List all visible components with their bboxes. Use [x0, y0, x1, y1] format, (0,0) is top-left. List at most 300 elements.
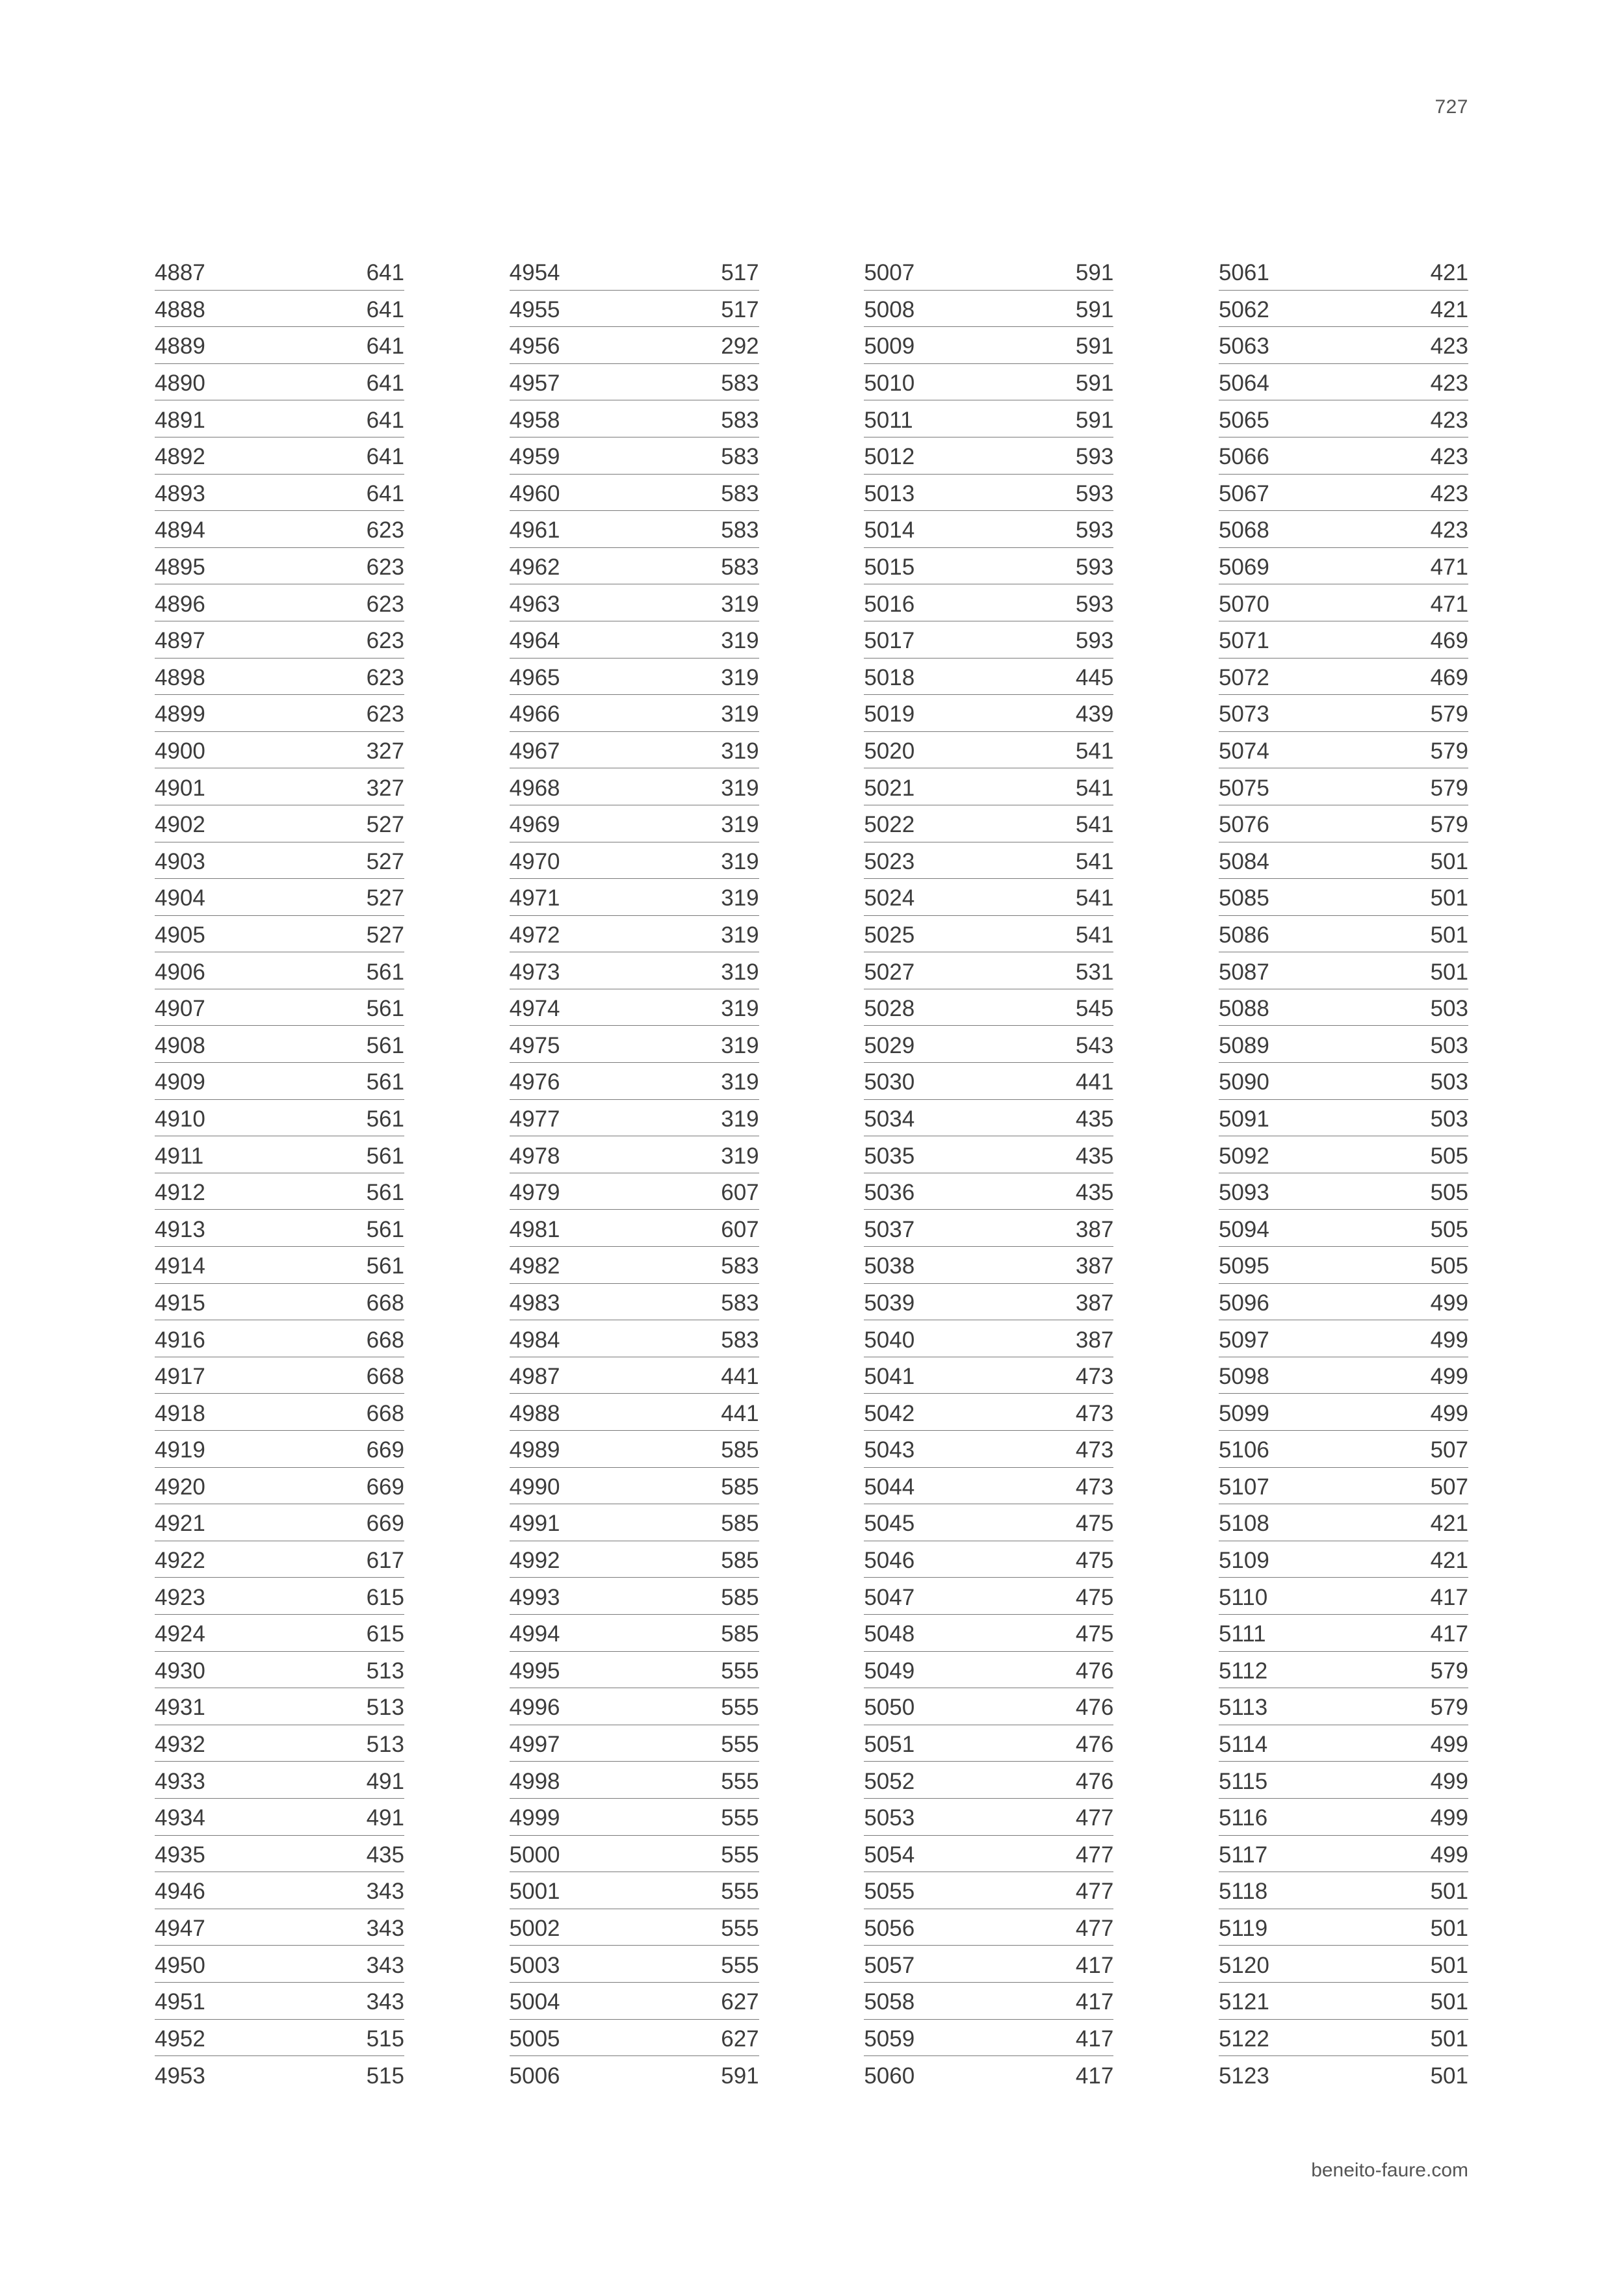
index-row: [155, 1431, 404, 1468]
index-row: [864, 1173, 1113, 1210]
page-reference: 503: [1430, 1106, 1468, 1132]
index-row: [864, 732, 1113, 769]
index-row: [864, 327, 1113, 364]
reference-code: 4888: [155, 296, 205, 322]
page-reference: 591: [1075, 296, 1114, 322]
reference-code: 5092: [1218, 1143, 1269, 1169]
index-row: [1219, 1357, 1468, 1394]
reference-code: 5050: [864, 1695, 915, 1721]
index-row: [510, 400, 759, 437]
index-row: [155, 768, 404, 805]
reference-code: 5040: [864, 1327, 915, 1353]
reference-code: 4921: [155, 1511, 205, 1537]
index-row: [864, 1872, 1113, 1909]
index-row: [1219, 768, 1468, 805]
index-table: [155, 254, 1468, 2093]
index-row: [1219, 1909, 1468, 1946]
reference-code: 4910: [155, 1106, 205, 1132]
index-row: [864, 1026, 1113, 1063]
index-row: [1219, 327, 1468, 364]
reference-code: 4895: [155, 554, 205, 581]
index-row: [864, 1983, 1113, 2020]
index-row: [510, 1541, 759, 1578]
page-reference: 593: [1075, 554, 1114, 581]
page-reference: 421: [1430, 296, 1468, 322]
page-reference: 423: [1430, 517, 1468, 543]
reference-code: 5014: [864, 517, 915, 543]
reference-code: 5071: [1218, 628, 1269, 654]
page-reference: 641: [366, 407, 404, 433]
index-row: [155, 291, 404, 328]
reference-code: 5015: [864, 554, 915, 581]
index-row: [155, 732, 404, 769]
reference-code: 4892: [155, 444, 205, 470]
index-row: [510, 805, 759, 842]
index-row: [510, 1799, 759, 1836]
reference-code: 5006: [509, 2063, 560, 2089]
reference-code: 4904: [155, 885, 205, 911]
reference-code: 4891: [155, 407, 205, 433]
reference-code: 4902: [155, 812, 205, 838]
page-reference: 583: [721, 554, 759, 581]
index-row: [155, 584, 404, 621]
reference-code: 5074: [1218, 738, 1269, 764]
page-reference: 421: [1430, 1548, 1468, 1574]
reference-code: 4923: [155, 1584, 205, 1610]
page-reference: 445: [1075, 664, 1114, 690]
index-row: [510, 1357, 759, 1394]
index-row: [155, 1836, 404, 1873]
index-row: [1219, 916, 1468, 953]
reference-code: 5048: [864, 1621, 915, 1647]
page-reference: 591: [1075, 371, 1114, 397]
reference-code: 5116: [1218, 1805, 1268, 1831]
page-reference: 669: [366, 1474, 404, 1500]
index-row: [510, 1836, 759, 1873]
reference-code: 4932: [155, 1732, 205, 1758]
index-row: [864, 879, 1113, 916]
page-reference: 623: [366, 701, 404, 727]
index-row: [1219, 1836, 1468, 1873]
reference-code: 5091: [1218, 1106, 1269, 1132]
reference-code: 5117: [1218, 1842, 1268, 1868]
page-reference: 517: [721, 260, 759, 286]
page-reference: 501: [1430, 1916, 1468, 1942]
index-row: [155, 1946, 404, 1983]
index-row: [155, 327, 404, 364]
page-reference: 387: [1075, 1216, 1114, 1242]
reference-code: 5024: [864, 885, 915, 911]
reference-code: 4950: [155, 1952, 205, 1978]
reference-code: 4954: [509, 260, 560, 286]
index-row: [510, 916, 759, 953]
reference-code: 4907: [155, 996, 205, 1022]
page-reference: 319: [721, 1069, 759, 1095]
index-row: [155, 1762, 404, 1799]
reference-code: 5030: [864, 1069, 915, 1095]
reference-code: 4955: [509, 296, 560, 322]
page-reference: 501: [1430, 1952, 1468, 1978]
reference-code: 4935: [155, 1842, 205, 1868]
reference-code: 5109: [1218, 1548, 1269, 1574]
page-reference: 499: [1430, 1327, 1468, 1353]
index-row: [864, 1357, 1113, 1394]
page-reference: 593: [1075, 517, 1114, 543]
index-row: [155, 916, 404, 953]
index-row: [510, 768, 759, 805]
index-row: [155, 879, 404, 916]
page-reference: 417: [1075, 1952, 1114, 1978]
reference-code: 5073: [1218, 701, 1269, 727]
index-row: [510, 1504, 759, 1541]
reference-code: 5046: [864, 1548, 915, 1574]
reference-code: 5088: [1218, 996, 1269, 1022]
reference-code: 5019: [864, 701, 915, 727]
reference-code: 4914: [155, 1253, 205, 1279]
index-row: [155, 1578, 404, 1615]
index-row: [864, 1799, 1113, 1836]
index-row: [864, 400, 1113, 437]
index-row: [1219, 1100, 1468, 1137]
reference-code: 5123: [1218, 2063, 1269, 2089]
reference-code: 5002: [509, 1916, 560, 1942]
reference-code: 5115: [1218, 1768, 1268, 1794]
page-reference: 579: [1430, 1695, 1468, 1721]
reference-code: 4981: [509, 1216, 560, 1242]
index-row: [864, 842, 1113, 880]
index-row: [864, 1578, 1113, 1615]
index-row: [864, 475, 1113, 512]
reference-code: 4893: [155, 480, 205, 506]
reference-code: 4963: [509, 591, 560, 617]
page-reference: 593: [1075, 591, 1114, 617]
page-reference: 527: [366, 922, 404, 948]
page-reference: 641: [366, 371, 404, 397]
page-reference: 561: [366, 1032, 404, 1058]
page-reference: 591: [1075, 260, 1114, 286]
reference-code: 4951: [155, 1989, 205, 2015]
index-row: [864, 1725, 1113, 1762]
index-row: [864, 437, 1113, 475]
page-reference: 641: [366, 333, 404, 359]
index-row: [155, 1247, 404, 1284]
index-row: [1219, 659, 1468, 696]
reference-code: 5110: [1218, 1584, 1268, 1610]
page-reference: 417: [1430, 1621, 1468, 1647]
reference-code: 5099: [1218, 1400, 1269, 1426]
reference-code: 5009: [864, 333, 915, 359]
page-reference: 527: [366, 848, 404, 874]
page-reference: 441: [1075, 1069, 1114, 1095]
page-reference: 503: [1430, 1069, 1468, 1095]
reference-code: 5089: [1218, 1032, 1269, 1058]
index-row: [1219, 695, 1468, 732]
index-row: [510, 1173, 759, 1210]
reference-code: 5037: [864, 1216, 915, 1242]
reference-code: 5007: [864, 260, 915, 286]
index-row: [155, 437, 404, 475]
page-reference: 593: [1075, 628, 1114, 654]
page-reference: 561: [366, 996, 404, 1022]
reference-code: 5029: [864, 1032, 915, 1058]
page-reference: 555: [721, 1768, 759, 1794]
reference-code: 5010: [864, 371, 915, 397]
reference-code: 4952: [155, 2026, 205, 2052]
index-row: [155, 1173, 404, 1210]
index-row: [1219, 952, 1468, 989]
reference-code: 4977: [509, 1106, 560, 1132]
page-reference: 417: [1075, 2026, 1114, 2052]
index-column-3: [864, 254, 1113, 2093]
reference-code: 5023: [864, 848, 915, 874]
reference-code: 5068: [1218, 517, 1269, 543]
page-reference: 669: [366, 1437, 404, 1463]
page-reference: 501: [1430, 848, 1468, 874]
index-row: [155, 254, 404, 291]
page-reference: 476: [1075, 1768, 1114, 1794]
reference-code: 5094: [1218, 1216, 1269, 1242]
reference-code: 4890: [155, 371, 205, 397]
reference-code: 5057: [864, 1952, 915, 1978]
index-row: [1219, 1872, 1468, 1909]
reference-code: 4983: [509, 1290, 560, 1316]
reference-code: 5114: [1218, 1732, 1268, 1758]
reference-code: 4908: [155, 1032, 205, 1058]
index-row: [510, 584, 759, 621]
index-row: [510, 1983, 759, 2020]
page-reference: 501: [1430, 922, 1468, 948]
reference-code: 4924: [155, 1621, 205, 1647]
page-reference: 555: [721, 1916, 759, 1942]
index-row: [1219, 1173, 1468, 1210]
index-row: [510, 1762, 759, 1799]
reference-code: 5021: [864, 775, 915, 801]
reference-code: 5042: [864, 1400, 915, 1426]
page-reference: 499: [1430, 1400, 1468, 1426]
index-row: [1219, 1688, 1468, 1725]
index-row: [1219, 254, 1468, 291]
reference-code: 5063: [1218, 333, 1269, 359]
page-reference: 501: [1430, 2063, 1468, 2089]
page-number: 727: [1435, 96, 1468, 118]
reference-code: 4919: [155, 1437, 205, 1463]
reference-code: 5119: [1218, 1916, 1268, 1942]
page-reference: 591: [1075, 333, 1114, 359]
page-reference: 583: [721, 517, 759, 543]
page-reference: 319: [721, 885, 759, 911]
reference-code: 4894: [155, 517, 205, 543]
index-row: [1219, 1725, 1468, 1762]
page-reference: 501: [1430, 885, 1468, 911]
page-reference: 583: [721, 480, 759, 506]
index-row: [864, 805, 1113, 842]
index-row: [155, 659, 404, 696]
page-reference: 555: [721, 1952, 759, 1978]
index-row: [864, 1284, 1113, 1321]
reference-code: 5013: [864, 480, 915, 506]
reference-code: 5070: [1218, 591, 1269, 617]
page-reference: 583: [721, 1253, 759, 1279]
index-row: [1219, 2056, 1468, 2093]
page-reference: 579: [1430, 812, 1468, 838]
page-reference: 545: [1075, 996, 1114, 1022]
index-row: [864, 1136, 1113, 1173]
page-reference: 503: [1430, 996, 1468, 1022]
reference-code: 5051: [864, 1732, 915, 1758]
page-reference: 607: [721, 1180, 759, 1206]
page-reference: 513: [366, 1658, 404, 1684]
index-row: [1219, 1983, 1468, 2020]
index-column-2: [510, 254, 759, 2093]
page-reference: 319: [721, 959, 759, 985]
reference-code: 5090: [1218, 1069, 1269, 1095]
page-reference: 475: [1075, 1621, 1114, 1647]
page-reference: 319: [721, 701, 759, 727]
page-reference: 541: [1075, 848, 1114, 874]
index-row: [155, 511, 404, 548]
index-row: [864, 916, 1113, 953]
index-row: [1219, 1284, 1468, 1321]
index-row: [155, 1026, 404, 1063]
page-reference: 435: [1075, 1180, 1114, 1206]
page-reference: 555: [721, 1732, 759, 1758]
reference-code: 5001: [509, 1879, 560, 1905]
page-reference: 469: [1430, 628, 1468, 654]
index-row: [864, 1210, 1113, 1247]
page-reference: 561: [366, 1106, 404, 1132]
index-row: [864, 584, 1113, 621]
page-reference: 623: [366, 554, 404, 581]
reference-code: 4965: [509, 664, 560, 690]
reference-code: 5121: [1218, 1989, 1269, 2015]
index-row: [864, 1100, 1113, 1137]
page-reference: 583: [721, 371, 759, 397]
reference-code: 5034: [864, 1106, 915, 1132]
reference-code: 4958: [509, 407, 560, 433]
page-reference: 507: [1430, 1474, 1468, 1500]
index-row: [864, 2020, 1113, 2057]
index-row: [510, 327, 759, 364]
reference-code: 5065: [1218, 407, 1269, 433]
page-reference: 435: [1075, 1143, 1114, 1169]
reference-code: 4996: [509, 1695, 560, 1721]
reference-code: 5075: [1218, 775, 1269, 801]
reference-code: 4962: [509, 554, 560, 581]
page-reference: 627: [721, 1989, 759, 2015]
reference-code: 5056: [864, 1916, 915, 1942]
reference-code: 4930: [155, 1658, 205, 1684]
index-row: [864, 989, 1113, 1026]
page-reference: 541: [1075, 922, 1114, 948]
page-reference: 499: [1430, 1768, 1468, 1794]
reference-code: 5053: [864, 1805, 915, 1831]
page-reference: 343: [366, 1879, 404, 1905]
index-row: [864, 768, 1113, 805]
page-reference: 591: [1075, 407, 1114, 433]
page-reference: 585: [721, 1511, 759, 1537]
reference-code: 5093: [1218, 1180, 1269, 1206]
index-row: [1219, 1431, 1468, 1468]
index-row: [155, 805, 404, 842]
index-row: [155, 1983, 404, 2020]
index-row: [510, 1136, 759, 1173]
reference-code: 5011: [864, 407, 913, 433]
reference-code: 4997: [509, 1732, 560, 1758]
page-reference: 475: [1075, 1548, 1114, 1574]
reference-code: 4934: [155, 1805, 205, 1831]
reference-code: 4966: [509, 701, 560, 727]
page-reference: 617: [366, 1548, 404, 1574]
page-reference: 477: [1075, 1879, 1114, 1905]
reference-code: 4898: [155, 664, 205, 690]
index-row: [1219, 1320, 1468, 1357]
index-row: [1219, 1615, 1468, 1652]
reference-code: 5112: [1218, 1658, 1268, 1684]
page-reference: 319: [721, 812, 759, 838]
page-reference: 319: [721, 1143, 759, 1169]
reference-code: 5060: [864, 2063, 915, 2089]
reference-code: 4999: [509, 1805, 560, 1831]
reference-code: 5061: [1218, 260, 1269, 286]
index-row: [155, 1468, 404, 1505]
page-reference: 423: [1430, 444, 1468, 470]
reference-code: 4988: [509, 1400, 560, 1426]
index-row: [510, 1872, 759, 1909]
page-reference: 555: [721, 1695, 759, 1721]
reference-code: 5067: [1218, 480, 1269, 506]
reference-code: 5055: [864, 1879, 915, 1905]
page-reference: 531: [1075, 959, 1114, 985]
reference-code: 4956: [509, 333, 560, 359]
page-reference: 543: [1075, 1032, 1114, 1058]
index-row: [1219, 1026, 1468, 1063]
reference-code: 5027: [864, 959, 915, 985]
reference-code: 4982: [509, 1253, 560, 1279]
reference-code: 5076: [1218, 812, 1269, 838]
index-row: [155, 1136, 404, 1173]
page-reference: 585: [721, 1437, 759, 1463]
page-reference: 499: [1430, 1364, 1468, 1390]
page-reference: 319: [721, 775, 759, 801]
reference-code: 5017: [864, 628, 915, 654]
page-reference: 623: [366, 664, 404, 690]
index-row: [864, 254, 1113, 291]
index-row: [510, 1725, 759, 1762]
reference-code: 4984: [509, 1327, 560, 1353]
page-reference: 585: [721, 1474, 759, 1500]
index-row: [510, 1652, 759, 1689]
index-row: [510, 732, 759, 769]
index-row: [155, 1504, 404, 1541]
page-reference: 491: [366, 1805, 404, 1831]
reference-code: 5003: [509, 1952, 560, 1978]
index-row: [155, 1394, 404, 1431]
page-reference: 476: [1075, 1732, 1114, 1758]
page-reference: 503: [1430, 1032, 1468, 1058]
reference-code: 5066: [1218, 444, 1269, 470]
index-row: [510, 437, 759, 475]
reference-code: 4889: [155, 333, 205, 359]
page-reference: 585: [721, 1548, 759, 1574]
index-column-4: [1219, 254, 1468, 2093]
index-row: [1219, 1136, 1468, 1173]
index-row: [1219, 1247, 1468, 1284]
page-reference: 541: [1075, 738, 1114, 764]
index-row: [864, 695, 1113, 732]
index-row: [510, 1063, 759, 1100]
index-row: [1219, 1504, 1468, 1541]
index-row: [864, 364, 1113, 401]
